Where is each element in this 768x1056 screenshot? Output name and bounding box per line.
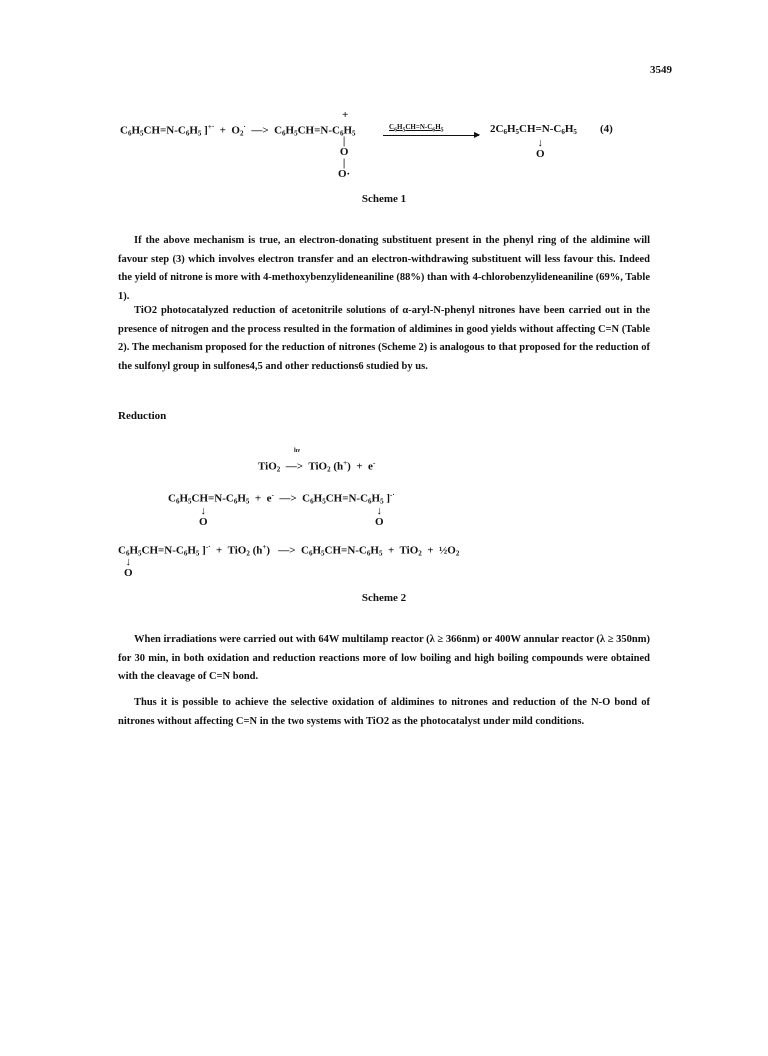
paragraph-reduction bbox=[118, 302, 650, 376]
paragraph-text: If the above mechanism is true, an electron-donating substituent present in the phenyl ring of the aldimine will favour step (3) which involves electron transfer and an electron-withdrawing substituent will less favour this. Indeed the yield of nitrone is more with 4-methoxybenzylideneaniline (88%) than with 4-chlorobenzylideneaniline (69%, Table 1). bbox=[118, 235, 651, 302]
scheme2-step1: TiO$_2$ —> TiO$_2$ (h+) + e- bbox=[258, 459, 376, 474]
scheme1-arrow bbox=[383, 135, 479, 136]
scheme1-caption: Scheme 1 bbox=[361, 193, 407, 205]
paragraph-text: Thus it is possible to achieve the selective oxidation of aldimines to nitrones and reduction of the N-O bond of nitrones without affecting C=N in the two systems with TiO2 as the photocatalyst under mild conditions. bbox=[118, 697, 650, 727]
nitrone-oxygen: ↓ O bbox=[536, 137, 545, 160]
nplus-mark: + bbox=[342, 109, 349, 121]
scheme1-eq-number: (4) bbox=[600, 123, 613, 135]
scheme1-product: $2C_6H_5CH=N-C_6H_5$ bbox=[490, 123, 577, 136]
peroxy-group: | O | O· bbox=[338, 135, 351, 180]
paragraph-mechanism bbox=[118, 232, 650, 306]
paragraph-text: TiO2 photocatalyzed reduction of acetonitrile solutions of α-aryl-N-phenyl nitrones have been carried out in the presence of nitrogen and the process resulted in the formation of aldimines in good yields without affecting C=N (Table 2). The mechanism proposed for the reduction of nitrones (Scheme 2) is analogous to that proposed for the reduction of the sulfonyl group in sulfones4,5 and other reductions6 studied by us. bbox=[118, 305, 650, 372]
scheme1-reagent: $C_6H_5CH=N-C_6H_5$ bbox=[389, 123, 444, 134]
scheme2-step2: $C_6H_5CH=N-C_6H_5 + e^-$ —> $C_6H_5CH=N-C_6H_5$ ]-· bbox=[168, 491, 395, 506]
page-number: 3549 bbox=[650, 64, 672, 76]
hv-label: hν bbox=[294, 448, 301, 454]
paragraph-text: When irradiations were carried out with 64W multilamp reactor (λ ≥ 366nm) or 400W annular reactor (λ ≥ 350nm) for 30 min, in both oxidation and reduction reactions more of low boiling and high boiling compounds were obtained with the cleavage of C=N bond. bbox=[118, 634, 650, 682]
reduction-heading: Reduction bbox=[118, 410, 167, 422]
step2-oxygen-left: ↓ O bbox=[199, 505, 208, 528]
step3-oxygen: ↓ O bbox=[124, 556, 133, 579]
scheme2-step3: $C_6H_5CH=N-C_6H_5$ ]-· + TiO$_2$ (h+) —> $C_6H_5CH=N-C_6H_5 + TiO_2$ + $\frac{1}{2}O_2$ bbox=[118, 543, 460, 558]
paragraph-conclusion bbox=[118, 694, 650, 731]
paragraph-irradiation bbox=[118, 631, 650, 687]
arrow-head: ▶ bbox=[474, 130, 481, 139]
step2-oxygen-right: ↓ O bbox=[375, 505, 384, 528]
scheme1-equation: $C_6H_5CH=N-C_6H_5$ ]$^{+\cdot} + O_2^\cdot$ —> $C_6H_5CH=N-C_6H_5$ bbox=[120, 123, 356, 138]
scheme2-caption: Scheme 2 bbox=[361, 592, 407, 604]
